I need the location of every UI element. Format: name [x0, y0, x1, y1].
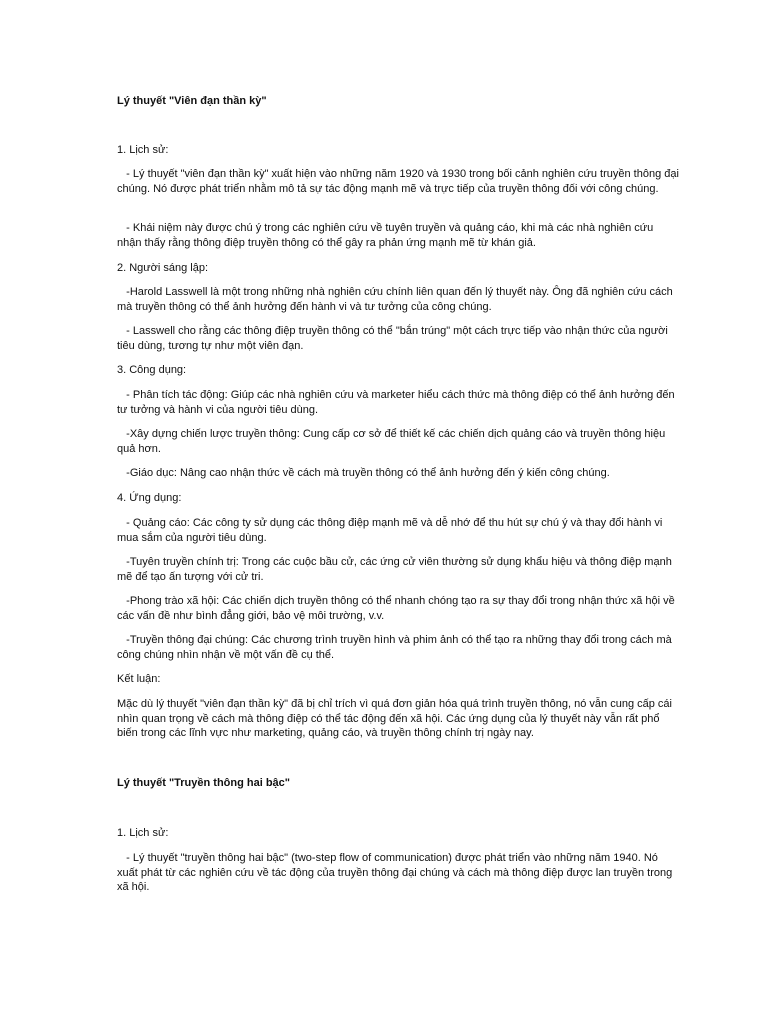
- title-two-step-flow: Lý thuyết "Truyền thông hai bậc": [117, 777, 291, 789]
- section-heading-history-2: 1. Lịch sử:: [117, 827, 169, 839]
- paragraph-history-2: - Khái niệm này được chú ý trong các nghiên cứu về tuyên truyền và quảng cáo, khi mà các nhà nghiên cứu nhận thấy rằng thông điệp truyền thông có thể gây ra phản ứng mạnh mẽ từ khán giả.: [117, 222, 657, 249]
- paragraph-uses-1: - Phân tích tác động: Giúp các nhà nghiên cứu và marketer hiểu cách thức mà thông điệp có thể ảnh hưởng đến tư tưởng và hành vi của người tiêu dùng.: [117, 389, 678, 416]
- conclusion-heading: Kết luận:: [117, 673, 161, 685]
- paragraph-founder-1: -Harold Lasswell là một trong những nhà nghiên cứu chính liên quan đến lý thuyết này. Ông đã nghiên cứu cách mà truyền thông có thể ảnh hưởng đến hành vi và tư tưởng của công chúng.: [117, 286, 676, 313]
- paragraph-uses-2: -Xây dựng chiến lược truyền thông: Cung cấp cơ sở để thiết kế các chiến dịch quảng cáo và truyền thông hiệu quả hơn.: [117, 428, 669, 455]
- paragraph-applications-1: - Quảng cáo: Các công ty sử dụng các thông điệp mạnh mẽ và dễ nhớ để thu hút sự chú ý và thay đổi hành vi mua sắm của người tiêu dùng.: [117, 517, 666, 544]
- paragraph-history-1: - Lý thuyết "viên đạn thần kỳ" xuất hiện vào những năm 1920 và 1930 trong bối cảnh nghiên cứu truyền thông đại chúng. Nó được phát triển nhằm mô tả sự tác động mạnh mẽ và trực tiếp của truyền thông đối với công chúng.: [117, 168, 682, 195]
- paragraph-uses-3: -Giáo dục: Nâng cao nhận thức về cách mà truyền thông có thể ảnh hưởng đến ý kiến công chúng.: [117, 467, 610, 479]
- section-heading-uses: 3. Công dụng:: [117, 364, 187, 376]
- section-heading-founder: 2. Người sáng lập:: [117, 262, 209, 274]
- paragraph-applications-2: -Tuyên truyền chính trị: Trong các cuộc bầu cử, các ứng cử viên thường sử dụng khẩu hiệu và thông điệp mạnh mẽ để tạo ấn tượng với cử tri.: [117, 556, 675, 583]
- paragraph-founder-2: - Lasswell cho rằng các thông điệp truyền thông có thể "bắn trúng" một cách trực tiếp vào nhận thức của người tiêu dùng, tương tự như một viên đạn.: [117, 325, 671, 352]
- section-heading-applications: 4. Ứng dụng:: [117, 492, 182, 504]
- section-heading-history: 1. Lịch sử:: [117, 144, 169, 156]
- conclusion-paragraph: Mặc dù lý thuyết "viên đạn thần kỳ" đã bị chỉ trích vì quá đơn giản hóa quá trình truyền thông, nó vẫn cung cấp cái nhìn quan trọng về cách mà thông điệp có thể tác động đến xã hội. Các ứng dụng của lý thuyết này vẫn rất phổ biến trong các lĩnh vực như marketing, quảng cáo, và truyền thông chính trị ngày nay.: [117, 698, 672, 739]
- paragraph-applications-4: -Truyền thông đại chúng: Các chương trình truyền hình và phim ảnh có thể tạo ra những thay đổi trong cách mà công chúng nhìn nhận về một vấn đề cụ thể.: [117, 634, 675, 661]
- paragraph-two-step-history-1: - Lý thuyết "truyền thông hai bậc" (two-step flow of communication) được phát triển vào những năm 1940. Nó xuất phát từ các nghiên cứu về tác động của truyền thông đại chúng và cách mà thông điệp được lan truyền trong xã hội.: [117, 852, 676, 893]
- paragraph-applications-3: -Phong trào xã hội: Các chiến dịch truyền thông có thể nhanh chóng tạo ra sự thay đổi trong nhận thức xã hội về các vấn đề như bình đẳng giới, bảo vệ môi trường, v.v.: [117, 595, 678, 622]
- title-magic-bullet: Lý thuyết "Viên đạn thần kỳ": [117, 95, 267, 107]
- document-page: [117, 0, 682, 1024]
